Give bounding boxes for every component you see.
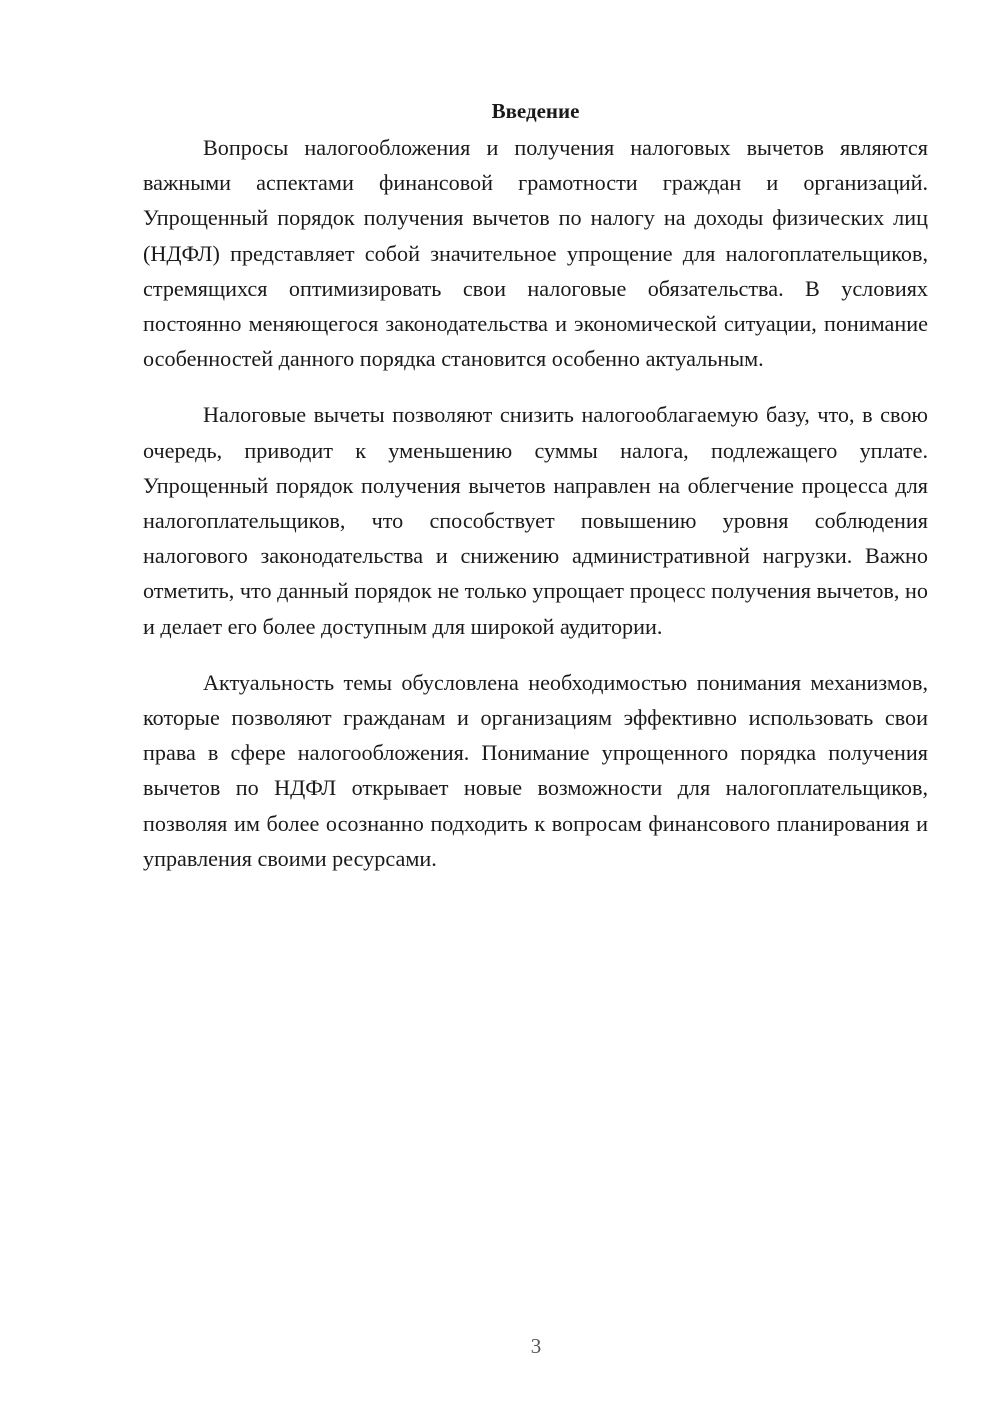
- paragraph-3: Актуальность темы обусловлена необходимостью понимания механизмов, которые позволяют гражданам и организациям эффективно использовать свои права в сфере налогообложения. Понимание упрощенного порядка получения вычетов по НДФЛ открывает новые возможности для налогоплательщиков, позволяя им более осознанно подходить к вопросам финансового планирования и управления своими ресурсами.: [143, 669, 928, 871]
- paragraph-1: Вопросы налогообложения и получения налоговых вычетов являются важными аспектами финансовой грамотности граждан и организаций. Упрощенный порядок получения вычетов по налогу на доходы физических лиц (НДФЛ) представляет собой значительное упрощение для налогоплательщиков, стремящихся оптимизировать свои налоговые обязательства. В условиях постоянно меняющегося законодательства и экономической ситуации, понимание особенностей данного порядка становится особенно актуальным.: [143, 135, 928, 372]
- paragraph-2: Налоговые вычеты позволяют снизить налогооблагаемую базу, что, в свою очередь, приводит к уменьшению суммы налога, подлежащего уплате. Упрощенный порядок получения вычетов направлен на облегчение процесса для налогоплательщиков, что способствует повышению уровня соблюдения налогового законодательства и снижению административной нагрузки. Важно отметить, что данный порядок не только упрощает процесс получения вычетов, но и делает его более доступным для широкой аудитории.: [143, 402, 928, 639]
- document-body: [143, 96, 928, 897]
- page-number: 3: [530, 1334, 542, 1358]
- section-heading: Введение: [491, 99, 580, 123]
